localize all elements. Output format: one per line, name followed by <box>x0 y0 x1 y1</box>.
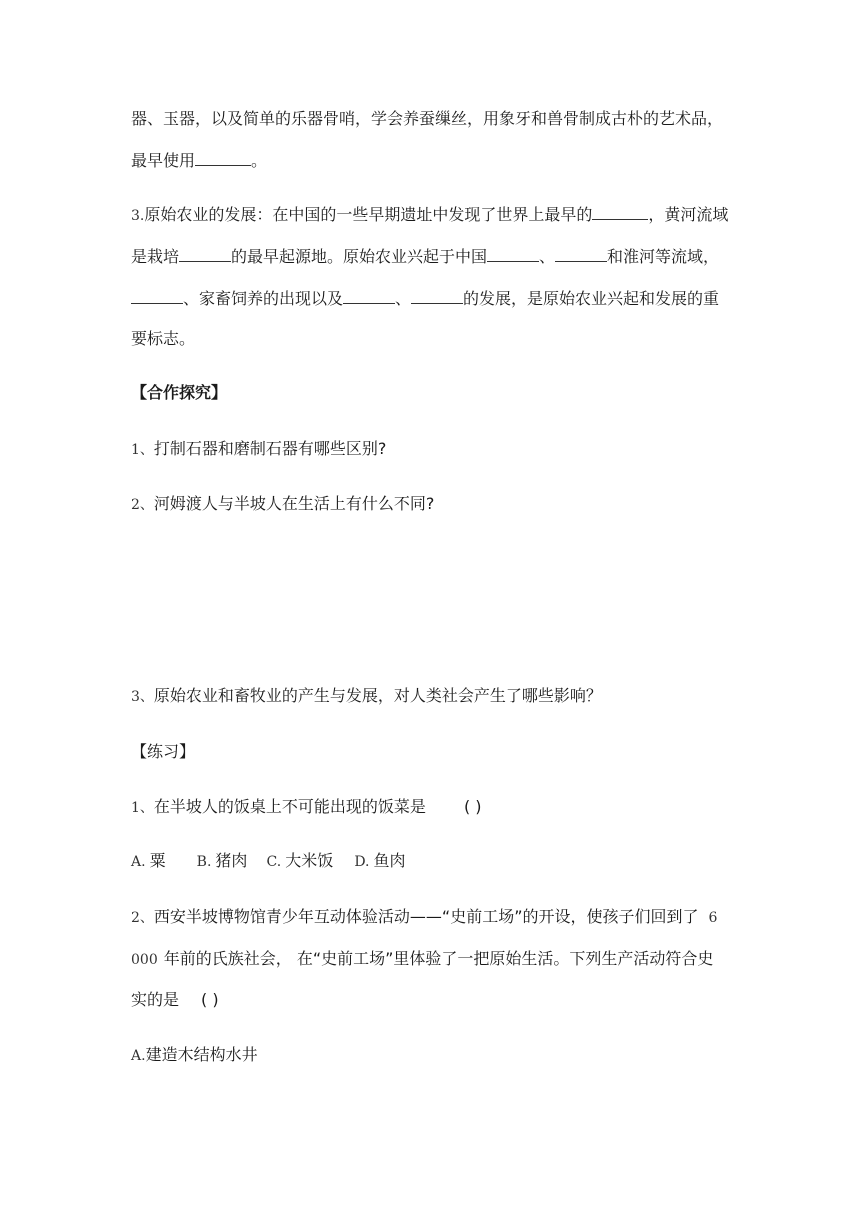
explore-item-text: 打制石器和磨制石器有哪些区别? <box>153 439 387 458</box>
explore-item-1 <box>131 439 386 460</box>
answer-blank[interactable] <box>343 289 395 304</box>
q3-text-2-sep: 、 <box>539 247 556 266</box>
intro-line-2 <box>131 151 267 171</box>
practice-q1-number: 1、 <box>131 800 154 816</box>
answer-blank[interactable] <box>592 205 648 220</box>
practice-q2-line-1 <box>131 907 717 928</box>
q3-text-2-prefix: 是栽培 <box>131 247 180 266</box>
answer-blank[interactable] <box>411 289 463 304</box>
practice-q1 <box>131 797 482 818</box>
q3-line-3 <box>131 289 719 309</box>
section-heading-practice: 【练习】 <box>131 742 196 761</box>
practice-q2-text-3: 实的是 <box>131 990 180 1009</box>
practice-q2-number: 2、 <box>131 910 154 926</box>
explore-item-2 <box>131 494 434 515</box>
intro-text-1: 器、玉器，以及简单的乐器骨哨，学会养蚕缫丝，用象牙和兽骨制成古朴的艺术品， <box>131 109 724 128</box>
practice-q1-options <box>131 851 406 872</box>
answer-blank[interactable] <box>195 151 251 166</box>
q3-text-3-suffix: 的发展，是原始农业兴起和发展的重 <box>463 289 720 308</box>
option-text[interactable]: 粟 <box>149 851 166 870</box>
option-letter: A. <box>131 854 146 870</box>
answer-blank[interactable] <box>487 247 539 262</box>
section-heading-explore: 【合作探究】 <box>131 383 228 402</box>
q3-line-2 <box>131 247 719 267</box>
q3-number: 3. <box>131 208 145 224</box>
answer-blank[interactable] <box>131 289 183 304</box>
q3-text-2-suffix: 和淮河等流域， <box>607 247 720 266</box>
answer-blank[interactable] <box>555 247 607 262</box>
explore-item-number: 1、 <box>131 442 154 458</box>
explore-item-3 <box>131 686 602 707</box>
q3-text-4: 要标志。 <box>131 329 196 348</box>
practice-q2-line-3 <box>131 990 219 1010</box>
explore-item-text: 河姆渡人与半坡人在生活上有什么不同? <box>153 494 435 513</box>
q3-text-3-sep: 、 <box>395 289 412 308</box>
explore-item-number: 3、 <box>131 689 154 705</box>
option-text[interactable]: 猪肉 <box>215 851 248 870</box>
option-text[interactable]: 大米饭 <box>285 851 334 870</box>
explore-item-text: 原始农业和畜牧业的产生与发展，对人类社会产生了哪些影响？ <box>153 686 602 705</box>
option-letter: A. <box>131 1048 146 1064</box>
answer-blank[interactable] <box>179 247 231 262</box>
practice-q2-line-2 <box>131 949 713 970</box>
intro-text-2-suffix: 。 <box>251 151 268 170</box>
q3-text-2-mid: 的最早起源地。原始农业兴起于中国 <box>231 247 488 266</box>
practice-q2-text-1: 西安半坡博物馆青少年互动体验活动——“史前工场”的开设，使孩子们回到了 <box>153 907 699 926</box>
option-letter: D. <box>354 854 370 870</box>
option-text[interactable]: 鱼肉 <box>373 851 406 870</box>
intro-line-1 <box>131 109 723 129</box>
practice-q2-text-2: 年前的氏族社会， 在“史前工场”里体验了一把原始生活。下列生产活动符合史 <box>163 949 714 968</box>
option-letter: B. <box>196 854 212 870</box>
q3-text-1-suffix: ，黄河流域 <box>648 205 729 224</box>
q3-line-1 <box>131 205 728 226</box>
option-letter: C. <box>266 854 282 870</box>
answer-paren[interactable]: ( ) <box>463 797 482 816</box>
answer-paren[interactable]: ( ) <box>201 990 219 1009</box>
explore-item-number: 2、 <box>131 497 154 513</box>
q3-text-1: 原始农业的发展：在中国的一些早期遗址中发现了世界上最早的 <box>144 205 593 224</box>
q3-text-3-mid: 、家畜饲养的出现以及 <box>183 289 344 308</box>
intro-text-2-prefix: 最早使用 <box>131 151 196 170</box>
q3-line-4 <box>131 329 195 349</box>
practice-q2-option-a <box>131 1045 258 1066</box>
practice-q2-year-part-1: 6 <box>708 910 718 926</box>
practice-q2-year-part-2: 000 <box>131 952 158 968</box>
practice-q1-text: 在半坡人的饭桌上不可能出现的饭菜是 <box>153 797 426 816</box>
option-text[interactable]: 建造木结构水井 <box>145 1045 258 1064</box>
